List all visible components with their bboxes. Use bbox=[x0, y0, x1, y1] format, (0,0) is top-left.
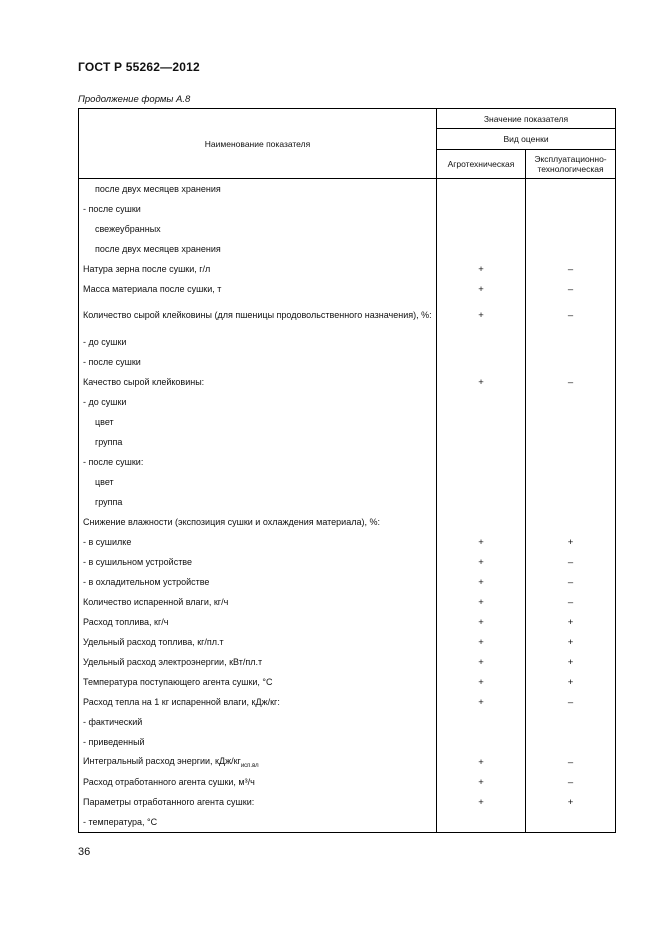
row-label: Снижение влажности (экспозиция сушки и охлаждения материала), %: bbox=[79, 512, 437, 532]
row-label: Количество сырой клейковины (для пшеницы продовольственного назначения), %: bbox=[79, 299, 437, 332]
table-row bbox=[79, 652, 616, 672]
row-label: - после сушки: bbox=[79, 452, 437, 472]
table-row bbox=[79, 372, 616, 392]
exploitation-value bbox=[526, 412, 616, 432]
table-row bbox=[79, 279, 616, 299]
header-agrotechnical: Агротехническая bbox=[437, 150, 526, 179]
exploitation-value bbox=[526, 199, 616, 219]
row-label: свежеубранных bbox=[79, 219, 437, 239]
agrotechnical-value: + bbox=[437, 772, 526, 792]
table-row bbox=[79, 612, 616, 632]
table-row bbox=[79, 412, 616, 432]
row-label: Расход отработанного агента сушки, м³/ч bbox=[79, 772, 437, 792]
exploitation-value: – bbox=[526, 552, 616, 572]
form-caption: Продолжение формы А.8 bbox=[78, 94, 191, 105]
exploitation-value: + bbox=[526, 612, 616, 632]
agrotechnical-value: + bbox=[437, 692, 526, 712]
table-row bbox=[79, 532, 616, 552]
agrotechnical-value bbox=[437, 219, 526, 239]
exploitation-value: – bbox=[526, 279, 616, 299]
exploitation-value bbox=[526, 812, 616, 833]
row-label: Натура зерна после сушки, г/л bbox=[79, 259, 437, 279]
exploitation-value: – bbox=[526, 752, 616, 772]
row-label: Удельный расход электроэнергии, кВт/пл.т bbox=[79, 652, 437, 672]
row-label: - до сушки bbox=[79, 392, 437, 412]
exploitation-value bbox=[526, 179, 616, 200]
row-label: цвет bbox=[79, 472, 437, 492]
table-row bbox=[79, 179, 616, 200]
exploitation-value bbox=[526, 452, 616, 472]
table-row bbox=[79, 732, 616, 752]
exploitation-value bbox=[526, 732, 616, 752]
agrotechnical-value bbox=[437, 412, 526, 432]
table-row bbox=[79, 552, 616, 572]
agrotechnical-value bbox=[437, 512, 526, 532]
exploitation-value: + bbox=[526, 652, 616, 672]
exploitation-value: – bbox=[526, 772, 616, 792]
table-row bbox=[79, 299, 616, 332]
row-label: Расход топлива, кг/ч bbox=[79, 612, 437, 632]
agrotechnical-value: + bbox=[437, 652, 526, 672]
exploitation-value bbox=[526, 712, 616, 732]
row-label: Количество испаренной влаги, кг/ч bbox=[79, 592, 437, 612]
agrotechnical-value bbox=[437, 352, 526, 372]
row-label: - в сушилке bbox=[79, 532, 437, 552]
agrotechnical-value bbox=[437, 712, 526, 732]
table-row bbox=[79, 712, 616, 732]
agrotechnical-value bbox=[437, 492, 526, 512]
table-row bbox=[79, 492, 616, 512]
agrotechnical-value bbox=[437, 432, 526, 452]
exploitation-value bbox=[526, 472, 616, 492]
table-row bbox=[79, 472, 616, 492]
table-row bbox=[79, 392, 616, 412]
row-label: - после сушки bbox=[79, 352, 437, 372]
agrotechnical-value: + bbox=[437, 592, 526, 612]
agrotechnical-value bbox=[437, 239, 526, 259]
row-label: группа bbox=[79, 432, 437, 452]
agrotechnical-value bbox=[437, 179, 526, 200]
agrotechnical-value bbox=[437, 472, 526, 492]
row-label: после двух месяцев хранения bbox=[79, 239, 437, 259]
exploitation-value: – bbox=[526, 592, 616, 612]
table-row bbox=[79, 752, 616, 772]
header-exploitation: Эксплуатационно-технологическая bbox=[526, 150, 616, 179]
row-label: - до сушки bbox=[79, 332, 437, 352]
table-row bbox=[79, 239, 616, 259]
header-value-group: Значение показателя bbox=[437, 109, 616, 129]
table-row bbox=[79, 332, 616, 352]
row-label: - после сушки bbox=[79, 199, 437, 219]
table-row bbox=[79, 672, 616, 692]
row-label: - в охладительном устройстве bbox=[79, 572, 437, 592]
table-row bbox=[79, 632, 616, 652]
table-row bbox=[79, 219, 616, 239]
exploitation-value bbox=[526, 432, 616, 452]
exploitation-value: – bbox=[526, 299, 616, 332]
exploitation-value bbox=[526, 219, 616, 239]
table-row bbox=[79, 199, 616, 219]
standard-title: ГОСТ Р 55262—2012 bbox=[78, 60, 200, 74]
exploitation-value: – bbox=[526, 372, 616, 392]
exploitation-value: + bbox=[526, 792, 616, 812]
agrotechnical-value: + bbox=[437, 259, 526, 279]
row-label: Качество сырой клейковины: bbox=[79, 372, 437, 392]
agrotechnical-value: + bbox=[437, 299, 526, 332]
exploitation-value: + bbox=[526, 632, 616, 652]
exploitation-value: + bbox=[526, 672, 616, 692]
row-label: - в сушильном устройстве bbox=[79, 552, 437, 572]
row-label: после двух месяцев хранения bbox=[79, 179, 437, 200]
agrotechnical-value: + bbox=[437, 612, 526, 632]
header-indicator-name: Наименование показателя bbox=[79, 109, 437, 179]
row-label: - фактический bbox=[79, 712, 437, 732]
agrotechnical-value: + bbox=[437, 632, 526, 652]
agrotechnical-value: + bbox=[437, 372, 526, 392]
indicators-table bbox=[78, 108, 616, 833]
table-row bbox=[79, 259, 616, 279]
agrotechnical-value bbox=[437, 199, 526, 219]
table-body bbox=[79, 179, 616, 833]
agrotechnical-value bbox=[437, 732, 526, 752]
agrotechnical-value: + bbox=[437, 279, 526, 299]
agrotechnical-value bbox=[437, 452, 526, 472]
table-row bbox=[79, 572, 616, 592]
exploitation-value bbox=[526, 239, 616, 259]
exploitation-value: – bbox=[526, 692, 616, 712]
table-row bbox=[79, 512, 616, 532]
table-row bbox=[79, 592, 616, 612]
table-row bbox=[79, 772, 616, 792]
table-row bbox=[79, 432, 616, 452]
agrotechnical-value: + bbox=[437, 752, 526, 772]
exploitation-value bbox=[526, 512, 616, 532]
exploitation-value: + bbox=[526, 532, 616, 552]
table-row bbox=[79, 352, 616, 372]
row-label: Параметры отработанного агента сушки: bbox=[79, 792, 437, 812]
exploitation-value bbox=[526, 392, 616, 412]
table-row bbox=[79, 692, 616, 712]
agrotechnical-value: + bbox=[437, 572, 526, 592]
row-label: Температура поступающего агента сушки, °С bbox=[79, 672, 437, 692]
row-label: - приведенный bbox=[79, 732, 437, 752]
row-label: Интегральный расход энергии, кДж/$кг_{исп.вл}$ bbox=[79, 752, 437, 772]
exploitation-value: – bbox=[526, 572, 616, 592]
agrotechnical-value bbox=[437, 332, 526, 352]
exploitation-value bbox=[526, 352, 616, 372]
table-row bbox=[79, 792, 616, 812]
agrotechnical-value: + bbox=[437, 672, 526, 692]
header-evaluation-type: Вид оценки bbox=[437, 129, 616, 150]
page-number: 36 bbox=[78, 846, 91, 858]
row-label: Расход тепла на 1 кг испаренной влаги, кДж/кг: bbox=[79, 692, 437, 712]
row-label: Масса материала после сушки, т bbox=[79, 279, 437, 299]
exploitation-value: – bbox=[526, 259, 616, 279]
agrotechnical-value: + bbox=[437, 532, 526, 552]
agrotechnical-value bbox=[437, 812, 526, 833]
row-label: - температура, °С bbox=[79, 812, 437, 833]
agrotechnical-value bbox=[437, 392, 526, 412]
exploitation-value bbox=[526, 492, 616, 512]
table-row bbox=[79, 452, 616, 472]
row-label: группа bbox=[79, 492, 437, 512]
row-label: Удельный расход топлива, кг/пл.т bbox=[79, 632, 437, 652]
agrotechnical-value: + bbox=[437, 552, 526, 572]
row-label: цвет bbox=[79, 412, 437, 432]
exploitation-value bbox=[526, 332, 616, 352]
agrotechnical-value: + bbox=[437, 792, 526, 812]
table-row bbox=[79, 812, 616, 833]
